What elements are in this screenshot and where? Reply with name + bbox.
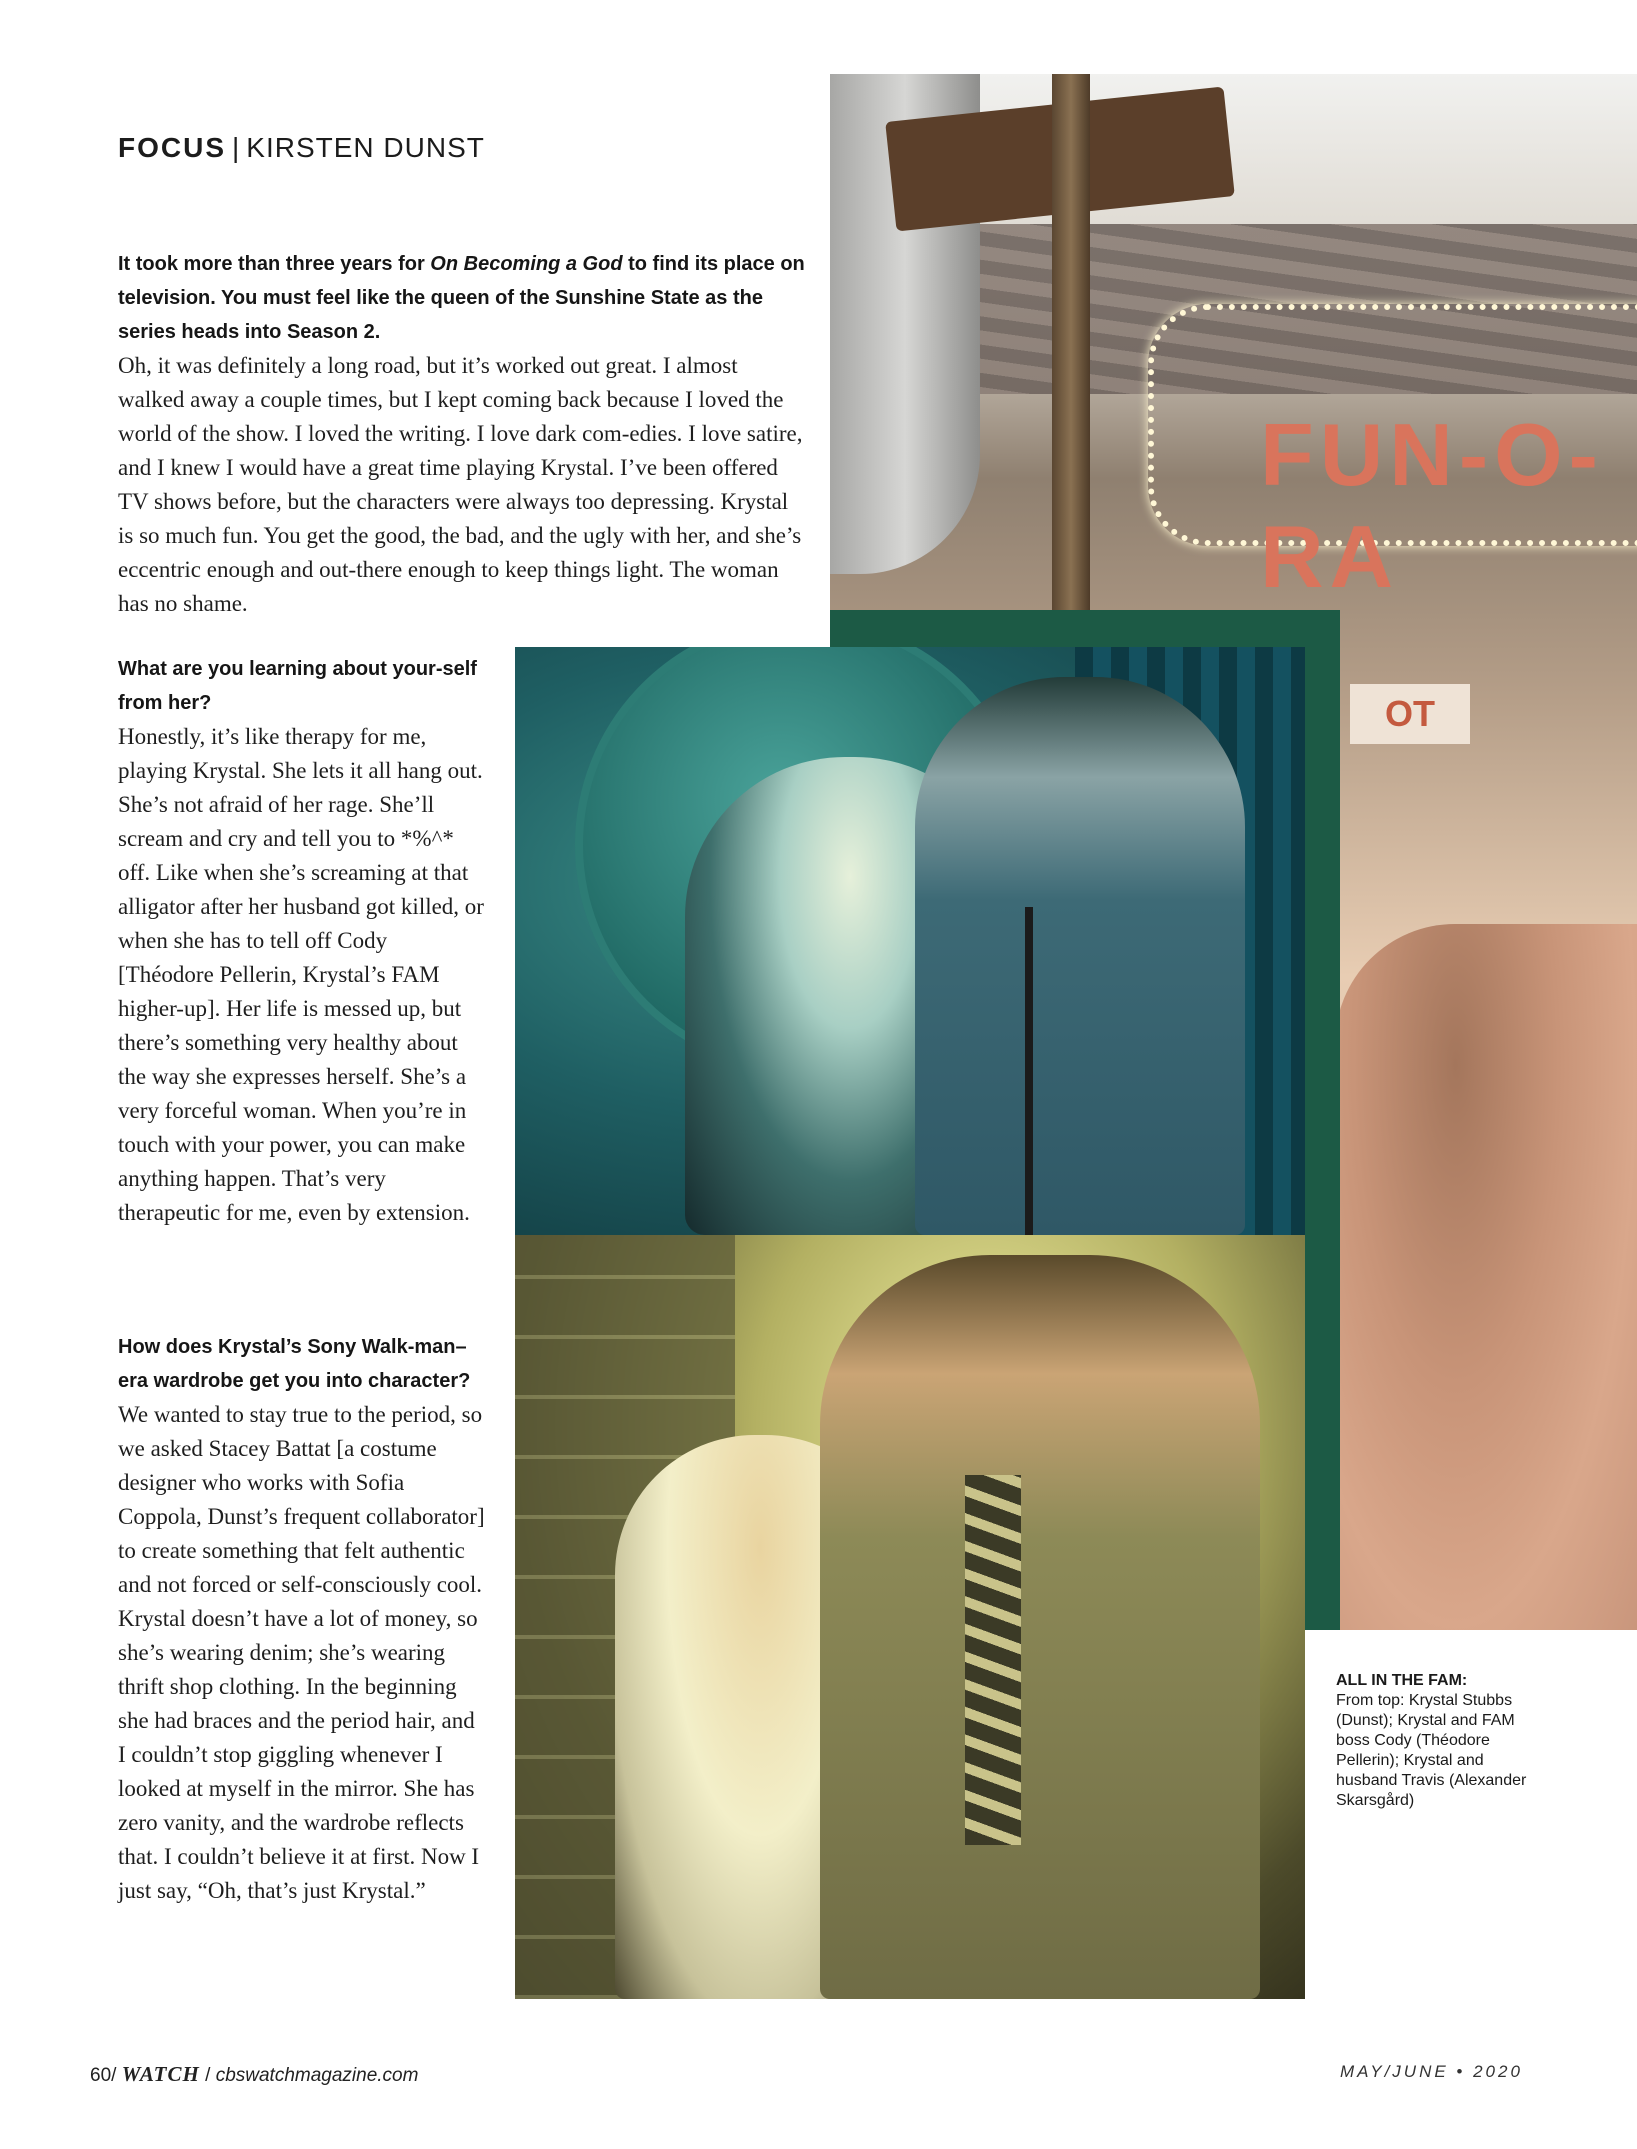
- header-separator: |: [232, 132, 241, 163]
- question-2: What are you learning about your-self from her?: [118, 658, 477, 714]
- qa-block-3: [118, 1330, 488, 1908]
- krystal-travis-photo: [515, 1235, 1305, 1999]
- qa-block-1: [118, 247, 808, 621]
- show-title: On Becoming a God: [430, 253, 623, 275]
- paisley-tie: [965, 1475, 1021, 1845]
- question-3: How does Krystal’s Sony Walk-man–era wardrobe get you into character?: [118, 1336, 471, 1392]
- section-header: [118, 132, 485, 164]
- qa-block-2: [118, 652, 488, 1230]
- krystal-cody-photo: [515, 647, 1305, 1235]
- man-back-figure: [1335, 924, 1637, 1630]
- neon-sign-text: FUN-O-RA: [1260, 405, 1604, 606]
- section-subject: KIRSTEN DUNST: [246, 132, 485, 163]
- magazine-brand: WATCH: [121, 2062, 200, 2086]
- magazine-url: cbswatchmagazine.com: [215, 2065, 419, 2086]
- answer-2: Honestly, it’s like therapy for me, playing Krystal. She lets it all hang out. She’s not afraid of her rage. She’ll scream and cry and tell you to *%^* off. Like when she’s screaming at that alligator after her husband got killed, or when she has to tell off Cody [Théodore Pellerin, Krystal’s FAM higher-up]. Her life is messed up, but there’s something very healthy about the way she expresses herself. She’s a very forceful woman. When you’re in touch with your power, you can make anything happen. That’s very therapeutic for me, even by extension.: [118, 724, 484, 1225]
- question-1: [118, 247, 808, 349]
- question-1-tail: to find its place on television. You must feel like the queen of the Sunshine State as the series heads into Season 2.: [118, 253, 805, 343]
- page-number: 60: [90, 2065, 112, 2086]
- section-kicker: FOCUS: [118, 132, 226, 163]
- footer-slash-2: /: [199, 2065, 216, 2086]
- door-sign: OT: [1350, 684, 1470, 744]
- microphone-stand: [1025, 907, 1033, 1235]
- cody-figure: [915, 677, 1245, 1235]
- page-footer: [90, 2062, 418, 2087]
- travis-figure: [820, 1255, 1260, 1999]
- footer-slash-1: /: [111, 2065, 122, 2086]
- sign-post: [1052, 74, 1090, 614]
- issue-date: MAY/JUNE • 2020: [1340, 2062, 1523, 2081]
- question-1-lead: It took more than three years for: [118, 253, 431, 275]
- caption-body: From top: Krystal Stubbs (Dunst); Krystal and FAM boss Cody (Théodore Pellerin); Krystal and husband Travis (Alexander Skarsgård): [1336, 1692, 1527, 1809]
- caption-head: ALL IN THE FAM:: [1336, 1672, 1468, 1689]
- photo-caption: [1336, 1671, 1536, 1811]
- answer-1: Oh, it was definitely a long road, but it’s worked out great. I almost walked away a couple times, but I kept coming back because I loved the world of the show. I loved the writing. I love dark com-edies. I love satire, and I knew I would have a great time playing Krystal. I’ve been offered TV shows before, but the characters were always too depressing. Krystal is so much fun. You get the good, the bad, and the ugly with her, and she’s eccentric enough and out-there enough to keep things light. The woman has no shame.: [118, 353, 803, 616]
- answer-3: We wanted to stay true to the period, so we asked Stacey Battat [a costume designer who works with Sofia Coppola, Dunst’s frequent collaborator] to create something that felt authentic and not forced or self-consciously cool. Krystal doesn’t have a lot of money, so she’s wearing denim; she’s wearing thrift shop clothing. In the beginning she had braces and the period hair, and I couldn’t stop giggling whenever I looked at myself in the mirror. She has zero vanity, and the wardrobe reflects that. I couldn’t believe it at first. Now I just say, “Oh, that’s just Krystal.”: [118, 1402, 485, 1903]
